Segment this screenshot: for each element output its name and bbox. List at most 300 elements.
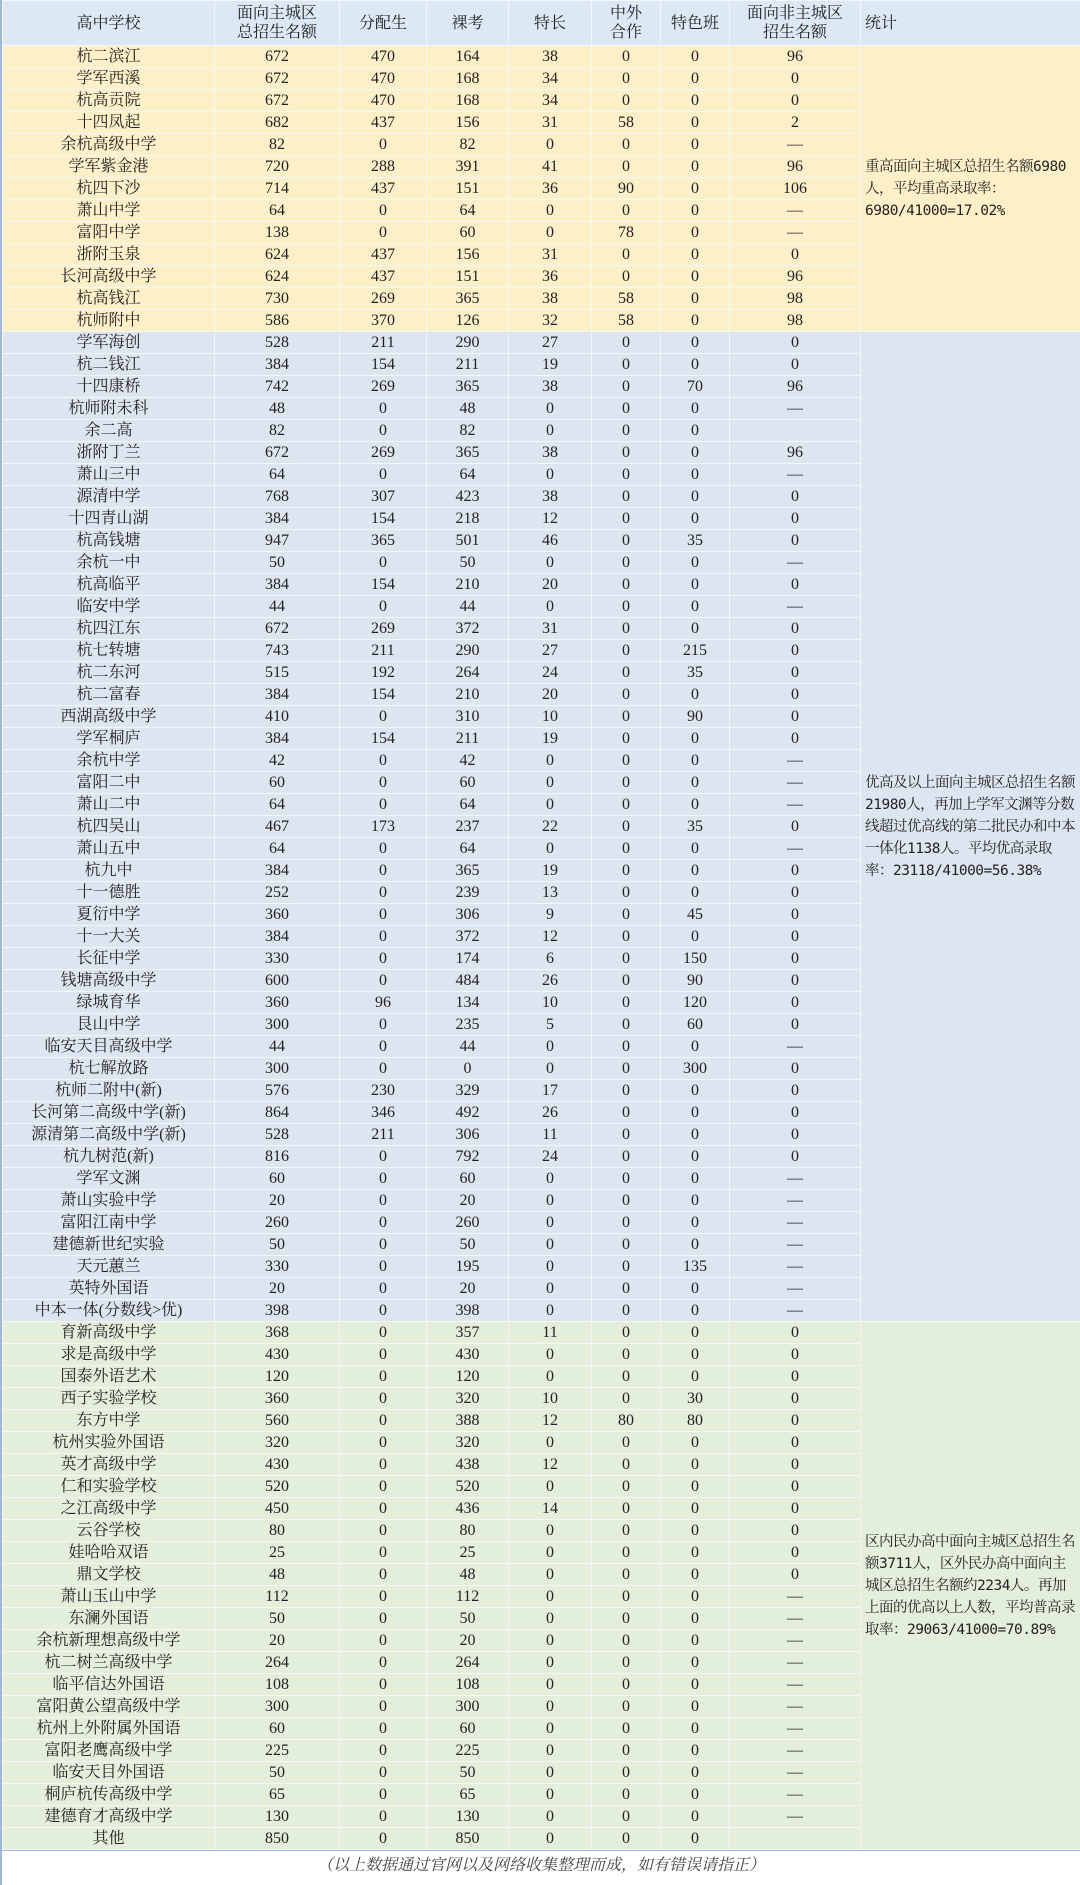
cell-intl-coop: 58 [592,112,661,134]
cell-main-quota: 264 [215,1652,340,1674]
cell-open-exam: 329 [427,1080,509,1102]
cell-school-name: 杭四江东 [3,618,215,640]
cell-school-name: 中本一体(分数线>优) [3,1300,215,1322]
cell-non-main-quota: 98 [730,310,861,332]
cell-intl-coop: 0 [592,1696,661,1718]
cell-school-name: 学军海创 [3,332,215,354]
cell-allocation: 0 [340,1366,427,1388]
cell-allocation: 173 [340,816,427,838]
cell-open-exam: 50 [427,552,509,574]
cell-main-quota: 20 [215,1630,340,1652]
cell-allocation: 0 [340,1036,427,1058]
cell-specialty: 0 [509,1366,592,1388]
cell-feature-class: 0 [661,728,730,750]
cell-specialty: 6 [509,948,592,970]
cell-school-name: 杭州实验外国语 [3,1432,215,1454]
cell-school-name: 富阳中学 [3,222,215,244]
cell-open-exam: 235 [427,1014,509,1036]
cell-specialty: 12 [509,1454,592,1476]
cell-main-quota: 44 [215,596,340,618]
cell-non-main-quota: 0 [730,1564,861,1586]
cell-intl-coop: 0 [592,1366,661,1388]
cell-school-name: 仁和实验学校 [3,1476,215,1498]
cell-specialty: 0 [509,1520,592,1542]
cell-main-quota: 947 [215,530,340,552]
cell-non-main-quota: 0 [730,926,861,948]
cell-open-exam: 850 [427,1828,509,1850]
cell-non-main-quota: — [730,222,861,244]
cell-allocation: 0 [340,1014,427,1036]
cell-specialty: 0 [509,222,592,244]
cell-allocation: 0 [340,1322,427,1344]
cell-school-name: 长征中学 [3,948,215,970]
cell-intl-coop: 0 [592,442,661,464]
cell-school-name: 英特外国语 [3,1278,215,1300]
cell-school-name: 萧山三中 [3,464,215,486]
cell-intl-coop: 0 [592,1784,661,1806]
cell-specialty: 0 [509,1344,592,1366]
cell-open-exam: 60 [427,1168,509,1190]
cell-main-quota: 624 [215,244,340,266]
cell-feature-class: 0 [661,1696,730,1718]
cell-specialty: 0 [509,464,592,486]
cell-open-exam: 210 [427,684,509,706]
table-row [3,332,1080,354]
cell-school-name: 杭师二附中(新) [3,1080,215,1102]
cell-specialty: 36 [509,178,592,200]
cell-school-name: 学军桐庐 [3,728,215,750]
cell-main-quota: 82 [215,134,340,156]
cell-intl-coop: 0 [592,1212,661,1234]
cell-feature-class: 0 [661,1190,730,1212]
cell-open-exam: 112 [427,1586,509,1608]
cell-non-main-quota: — [730,1696,861,1718]
cell-allocation: 0 [340,838,427,860]
cell-main-quota: 672 [215,442,340,464]
cell-intl-coop: 0 [592,640,661,662]
cell-open-exam: 357 [427,1322,509,1344]
cell-feature-class: 0 [661,486,730,508]
cell-feature-class: 70 [661,376,730,398]
cell-allocation: 0 [340,222,427,244]
cell-specialty: 0 [509,750,592,772]
cell-school-name: 杭四吴山 [3,816,215,838]
cell-school-name: 富阳二中 [3,772,215,794]
cell-allocation: 0 [340,134,427,156]
cell-open-exam: 44 [427,1036,509,1058]
cell-non-main-quota: 0 [730,816,861,838]
cell-school-name: 育新高级中学 [3,1322,215,1344]
cell-intl-coop: 0 [592,1630,661,1652]
cell-school-name: 临安天目外国语 [3,1762,215,1784]
cell-feature-class: 120 [661,992,730,1014]
cell-non-main-quota: 0 [730,1476,861,1498]
cell-intl-coop: 0 [592,574,661,596]
cell-intl-coop: 0 [592,530,661,552]
cell-school-name: 十四康桥 [3,376,215,398]
cell-allocation: 0 [340,1520,427,1542]
cell-main-quota: 25 [215,1542,340,1564]
cell-intl-coop: 0 [592,244,661,266]
cell-allocation: 437 [340,244,427,266]
cell-allocation: 0 [340,904,427,926]
cell-feature-class: 0 [661,882,730,904]
cell-main-quota: 600 [215,970,340,992]
enrollment-table [2,0,1080,1850]
cell-non-main-quota: 0 [730,1322,861,1344]
cell-open-exam: 210 [427,574,509,596]
cell-main-quota: 42 [215,750,340,772]
cell-non-main-quota: 0 [730,1146,861,1168]
cell-allocation: 154 [340,574,427,596]
cell-main-quota: 743 [215,640,340,662]
cell-non-main-quota: 0 [730,68,861,90]
cell-school-name: 学军紫金港 [3,156,215,178]
cell-non-main-quota: — [730,1674,861,1696]
cell-main-quota: 320 [215,1432,340,1454]
cell-specialty: 0 [509,1058,592,1080]
cell-open-exam: 48 [427,1564,509,1586]
cell-open-exam: 365 [427,860,509,882]
cell-feature-class: 0 [661,1102,730,1124]
cell-school-name: 杭高贡院 [3,90,215,112]
cell-intl-coop: 0 [592,596,661,618]
cell-specialty: 12 [509,508,592,530]
cell-allocation: 0 [340,1762,427,1784]
cell-non-main-quota: — [730,398,861,420]
cell-open-exam: 108 [427,1674,509,1696]
cell-main-quota: 384 [215,354,340,376]
cell-school-name: 天元蕙兰 [3,1256,215,1278]
cell-open-exam: 430 [427,1344,509,1366]
cell-school-name: 杭二滨江 [3,46,215,68]
cell-feature-class: 0 [661,596,730,618]
cell-open-exam: 320 [427,1388,509,1410]
cell-allocation: 154 [340,728,427,750]
cell-specialty: 5 [509,1014,592,1036]
cell-non-main-quota: 0 [730,1520,861,1542]
cell-specialty: 20 [509,574,592,596]
cell-non-main-quota: — [730,134,861,156]
cell-feature-class: 0 [661,1344,730,1366]
cell-specialty: 0 [509,1036,592,1058]
cell-specialty: 31 [509,112,592,134]
cell-non-main-quota: — [730,838,861,860]
cell-school-name: 绿城育华 [3,992,215,1014]
cell-open-exam: 237 [427,816,509,838]
cell-specialty: 20 [509,684,592,706]
cell-open-exam: 306 [427,1124,509,1146]
cell-school-name: 临安中学 [3,596,215,618]
cell-specialty: 24 [509,662,592,684]
cell-non-main-quota: 0 [730,530,861,552]
cell-intl-coop: 80 [592,1410,661,1432]
cell-feature-class: 0 [661,1212,730,1234]
cell-main-quota: 384 [215,684,340,706]
cell-intl-coop: 0 [592,750,661,772]
cell-non-main-quota: 96 [730,156,861,178]
cell-non-main-quota: — [730,1300,861,1322]
cell-allocation: 230 [340,1080,427,1102]
cell-main-quota: 252 [215,882,340,904]
cell-school-name: 建德新世纪实验 [3,1234,215,1256]
cell-non-main-quota: 96 [730,46,861,68]
cell-open-exam: 130 [427,1806,509,1828]
cell-specialty: 0 [509,1806,592,1828]
cell-intl-coop: 0 [592,1036,661,1058]
cell-open-exam: 372 [427,618,509,640]
cell-feature-class: 0 [661,508,730,530]
cell-intl-coop: 0 [592,816,661,838]
cell-school-name: 富阳江南中学 [3,1212,215,1234]
cell-main-quota: 64 [215,464,340,486]
cell-open-exam: 174 [427,948,509,970]
cell-allocation: 0 [340,1608,427,1630]
cell-allocation: 0 [340,794,427,816]
cell-feature-class: 0 [661,134,730,156]
cell-intl-coop: 0 [592,1762,661,1784]
cell-intl-coop: 0 [592,1498,661,1520]
cell-intl-coop: 0 [592,772,661,794]
cell-specialty: 0 [509,1542,592,1564]
cell-main-quota: 384 [215,574,340,596]
cell-open-exam: 42 [427,750,509,772]
cell-school-name: 萧山五中 [3,838,215,860]
cell-main-quota: 330 [215,1256,340,1278]
cell-main-quota: 64 [215,200,340,222]
cell-specialty: 38 [509,442,592,464]
cell-feature-class: 0 [661,244,730,266]
cell-open-exam: 64 [427,464,509,486]
cell-non-main-quota: — [730,1630,861,1652]
cell-specialty: 46 [509,530,592,552]
cell-main-quota: 48 [215,1564,340,1586]
cell-specialty: 0 [509,398,592,420]
cell-feature-class: 0 [661,464,730,486]
cell-open-exam: 164 [427,46,509,68]
cell-intl-coop: 0 [592,1740,661,1762]
cell-allocation: 0 [340,1212,427,1234]
cell-open-exam: 82 [427,134,509,156]
cell-feature-class: 0 [661,574,730,596]
cell-specialty: 0 [509,1718,592,1740]
cell-allocation: 370 [340,310,427,332]
cell-school-name: 杭州上外附属外国语 [3,1718,215,1740]
cell-main-quota: 112 [215,1586,340,1608]
cell-open-exam: 365 [427,442,509,464]
cell-intl-coop: 0 [592,1806,661,1828]
cell-allocation: 0 [340,1432,427,1454]
cell-allocation: 0 [340,772,427,794]
group-stats-note: 重高面向主城区总招生名额6980人，平均重高录取率：6980/41000=17.02% [861,46,1080,332]
cell-main-quota: 330 [215,948,340,970]
cell-allocation: 0 [340,1740,427,1762]
cell-specialty: 41 [509,156,592,178]
cell-allocation: 0 [340,926,427,948]
cell-main-quota: 528 [215,1124,340,1146]
cell-intl-coop: 90 [592,178,661,200]
header-open-exam: 裸考 [427,1,509,46]
cell-open-exam: 120 [427,1366,509,1388]
cell-open-exam: 264 [427,1652,509,1674]
cell-feature-class: 35 [661,530,730,552]
cell-school-name: 长河第二高级中学(新) [3,1102,215,1124]
cell-open-exam: 300 [427,1696,509,1718]
cell-allocation: 0 [340,1806,427,1828]
cell-non-main-quota: — [730,1718,861,1740]
cell-non-main-quota: 0 [730,1432,861,1454]
cell-allocation: 211 [340,640,427,662]
cell-specialty: 0 [509,1212,592,1234]
cell-main-quota: 384 [215,926,340,948]
cell-school-name: 源清第二高级中学(新) [3,1124,215,1146]
cell-allocation: 0 [340,1146,427,1168]
cell-non-main-quota: 0 [730,332,861,354]
cell-main-quota: 586 [215,310,340,332]
cell-non-main-quota: 0 [730,992,861,1014]
cell-main-quota: 672 [215,68,340,90]
cell-feature-class: 135 [661,1256,730,1278]
cell-intl-coop: 0 [592,1432,661,1454]
cell-main-quota: 714 [215,178,340,200]
cell-specialty: 27 [509,640,592,662]
cell-specialty: 0 [509,1586,592,1608]
cell-open-exam: 290 [427,332,509,354]
cell-open-exam: 260 [427,1212,509,1234]
cell-specialty: 38 [509,46,592,68]
cell-feature-class: 0 [661,1652,730,1674]
cell-non-main-quota: 0 [730,508,861,530]
cell-non-main-quota: 96 [730,376,861,398]
cell-main-quota: 430 [215,1344,340,1366]
cell-main-quota: 300 [215,1696,340,1718]
cell-main-quota: 64 [215,794,340,816]
group-stats-note: 优高及以上面向主城区总招生名额21980人，再加上学军文渊等分数线超过优高线的第二批民办和中本一体化1138人。平均优高录取率：23118/41000=56.38% [861,332,1080,1322]
cell-allocation: 269 [340,618,427,640]
cell-main-quota: 138 [215,222,340,244]
cell-open-exam: 50 [427,1762,509,1784]
cell-specialty: 0 [509,772,592,794]
table-row [3,46,1080,68]
cell-intl-coop: 0 [592,1586,661,1608]
header-non-main-quota: 面向非主城区 招生名额 [730,1,861,46]
cell-school-name: 临平信达外国语 [3,1674,215,1696]
cell-feature-class: 0 [661,1828,730,1850]
cell-non-main-quota: 106 [730,178,861,200]
cell-allocation: 0 [340,464,427,486]
cell-school-name: 桐庐杭传高级中学 [3,1784,215,1806]
cell-school-name: 余杭新理想高级中学 [3,1630,215,1652]
cell-main-quota: 50 [215,1762,340,1784]
cell-main-quota: 50 [215,1234,340,1256]
cell-open-exam: 20 [427,1190,509,1212]
cell-allocation: 0 [340,1344,427,1366]
cell-non-main-quota: — [730,1806,861,1828]
cell-specialty: 27 [509,332,592,354]
cell-school-name: 夏衍中学 [3,904,215,926]
cell-feature-class: 0 [661,112,730,134]
cell-feature-class: 0 [661,46,730,68]
cell-intl-coop: 0 [592,1564,661,1586]
cell-main-quota: 467 [215,816,340,838]
cell-allocation: 0 [340,1190,427,1212]
cell-non-main-quota: — [730,1168,861,1190]
cell-allocation: 0 [340,200,427,222]
cell-open-exam: 438 [427,1454,509,1476]
header-row [3,1,1080,46]
cell-intl-coop: 0 [592,134,661,156]
cell-feature-class: 0 [661,926,730,948]
cell-intl-coop: 0 [592,662,661,684]
header-stats: 统计 [861,1,1080,46]
cell-specialty: 10 [509,706,592,728]
cell-school-name: 钱塘高级中学 [3,970,215,992]
cell-school-name: 西湖高级中学 [3,706,215,728]
cell-open-exam: 151 [427,266,509,288]
cell-allocation: 0 [340,1234,427,1256]
cell-main-quota: 410 [215,706,340,728]
cell-allocation: 437 [340,266,427,288]
cell-school-name: 建德育才高级中学 [3,1806,215,1828]
cell-specialty: 0 [509,1278,592,1300]
cell-feature-class: 0 [661,1300,730,1322]
cell-specialty: 0 [509,1564,592,1586]
cell-specialty: 10 [509,1388,592,1410]
cell-school-name: 杭高钱塘 [3,530,215,552]
cell-open-exam: 792 [427,1146,509,1168]
cell-main-quota: 816 [215,1146,340,1168]
cell-allocation: 0 [340,1674,427,1696]
cell-specialty: 17 [509,1080,592,1102]
cell-intl-coop: 0 [592,46,661,68]
cell-non-main-quota: — [730,750,861,772]
cell-school-name: 艮山中学 [3,1014,215,1036]
cell-open-exam: 306 [427,904,509,926]
cell-feature-class: 0 [661,1608,730,1630]
cell-specialty: 26 [509,970,592,992]
cell-school-name: 鼎文学校 [3,1564,215,1586]
cell-specialty: 0 [509,1696,592,1718]
cell-main-quota: 682 [215,112,340,134]
cell-intl-coop: 0 [592,68,661,90]
cell-feature-class: 0 [661,90,730,112]
cell-intl-coop: 0 [592,1124,661,1146]
cell-feature-class: 0 [661,552,730,574]
cell-feature-class: 0 [661,1454,730,1476]
cell-allocation: 211 [340,332,427,354]
cell-intl-coop: 0 [592,1542,661,1564]
cell-feature-class: 0 [661,750,730,772]
cell-feature-class: 0 [661,860,730,882]
cell-non-main-quota: 0 [730,1344,861,1366]
cell-feature-class: 0 [661,156,730,178]
cell-feature-class: 0 [661,1432,730,1454]
cell-allocation: 0 [340,1300,427,1322]
cell-allocation: 437 [340,178,427,200]
cell-allocation: 0 [340,1564,427,1586]
cell-allocation: 269 [340,442,427,464]
cell-non-main-quota: 0 [730,882,861,904]
cell-main-quota: 528 [215,332,340,354]
cell-non-main-quota: — [730,1256,861,1278]
cell-main-quota: 624 [215,266,340,288]
cell-feature-class: 0 [661,1322,730,1344]
cell-allocation: 0 [340,1168,427,1190]
cell-main-quota: 108 [215,1674,340,1696]
cell-allocation: 0 [340,860,427,882]
cell-intl-coop: 0 [592,1300,661,1322]
cell-school-name: 萧山实验中学 [3,1190,215,1212]
